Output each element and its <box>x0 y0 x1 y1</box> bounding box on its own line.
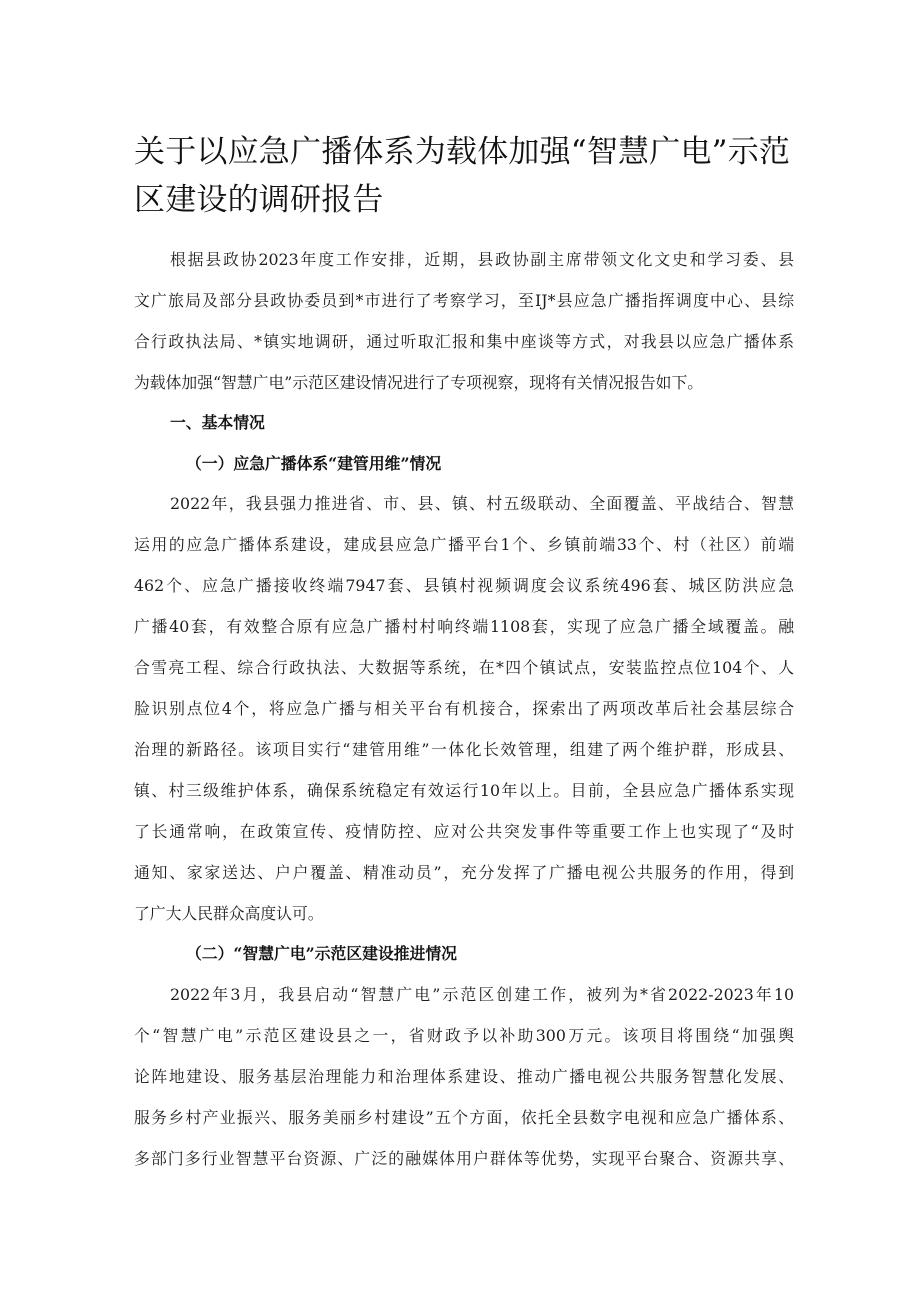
section-heading-basic: 一、基本情况 <box>170 413 265 432</box>
sub1-line-8: 镇、村三级维护体系，确保系统稳定有效运行10年以上。目前，全县应急广播体系实现 <box>134 781 794 800</box>
sub1-line-2: 运用的应急广播体系建设，建成县应急广播平台1个、乡镇前端33个、村（社区）前端 <box>134 535 794 554</box>
intro-line-2: 文广旅局及部分县政协委员到*市进行了考察学习，至IJ*县应急广播指挥调度中心、县综 <box>134 291 794 310</box>
sub1-line-1: 2022年，我县强力推进省、市、县、镇、村五级联动、全面覆盖、平战结合、智慧 <box>170 494 794 513</box>
document-title: 关于以应急广播体系为载体加强“智慧广电”示范区建设的调研报告 <box>134 134 791 218</box>
intro-line-3: 合行政执法局、*镇实地调研，通过听取汇报和集中座谈等方式，对我县以应急广播体系 <box>134 332 794 351</box>
sub1-line-11: 了广大人民群众高度认可。 <box>134 904 324 923</box>
subsection-heading-2: （二）“智慧广电”示范区建设推进情况 <box>186 944 457 963</box>
sub1-line-5: 合雪亮工程、综合行政执法、大数据等系统，在*四个镇试点，安装监控点位104个、人 <box>134 658 794 677</box>
sub1-line-10: 通知、家家送达、户户覆盖、精准动员”，充分发挥了广播电视公共服务的作用，得到 <box>134 863 794 882</box>
sub2-line-3: 论阵地建设、服务基层治理能力和治理体系建设、推动广播电视公共服务智慧化发展、 <box>134 1067 794 1086</box>
sub1-line-4: 广播40套，有效整合原有应急广播村村响终端1108套，实现了应急广播全域覆盖。融 <box>134 617 794 636</box>
intro-line-1: 根据县政协2023年度工作安排，近期，县政协副主席带领文化文史和学习委、县 <box>170 250 794 269</box>
sub1-line-9: 了长通常响，在政策宣传、疫情防控、应对公共突发事件等重要工作上也实现了“及时 <box>134 822 794 841</box>
sub2-line-4: 服务乡村产业振兴、服务美丽乡村建设”五个方面，依托全县数字电视和应急广播体系、 <box>134 1108 794 1127</box>
intro-line-4: 为载体加强“智慧广电”示范区建设情况进行了专项视察，现将有关情况报告如下。 <box>134 373 704 392</box>
sub2-line-5: 多部门多行业智慧平台资源、广泛的融媒体用户群体等优势，实现平台聚合、资源共享、 <box>134 1149 794 1168</box>
sub2-line-2: 个“智慧广电”示范区建设县之一，省财政予以补助300万元。该项目将围绕“加强舆 <box>134 1026 794 1045</box>
sub1-line-7: 治理的新路径。该项目实行“建管用维”一体化长效管理，组建了两个维护群，形成县、 <box>134 740 794 759</box>
sub1-line-6: 脸识别点位4个，将应急广播与相关平台有机接合，探索出了两项改革后社会基层综合 <box>134 699 794 718</box>
sub1-line-3: 462个、应急广播接收终端7947套、县镇村视频调度会议系统496套、城区防洪应急 <box>134 576 794 595</box>
sub2-line-1: 2022年3月，我县启动“智慧广电”示范区创建工作，被列为*省2022-2023年10 <box>170 985 794 1004</box>
subsection-heading-1: （一）应急广播体系“建管用维”情况 <box>186 454 442 473</box>
